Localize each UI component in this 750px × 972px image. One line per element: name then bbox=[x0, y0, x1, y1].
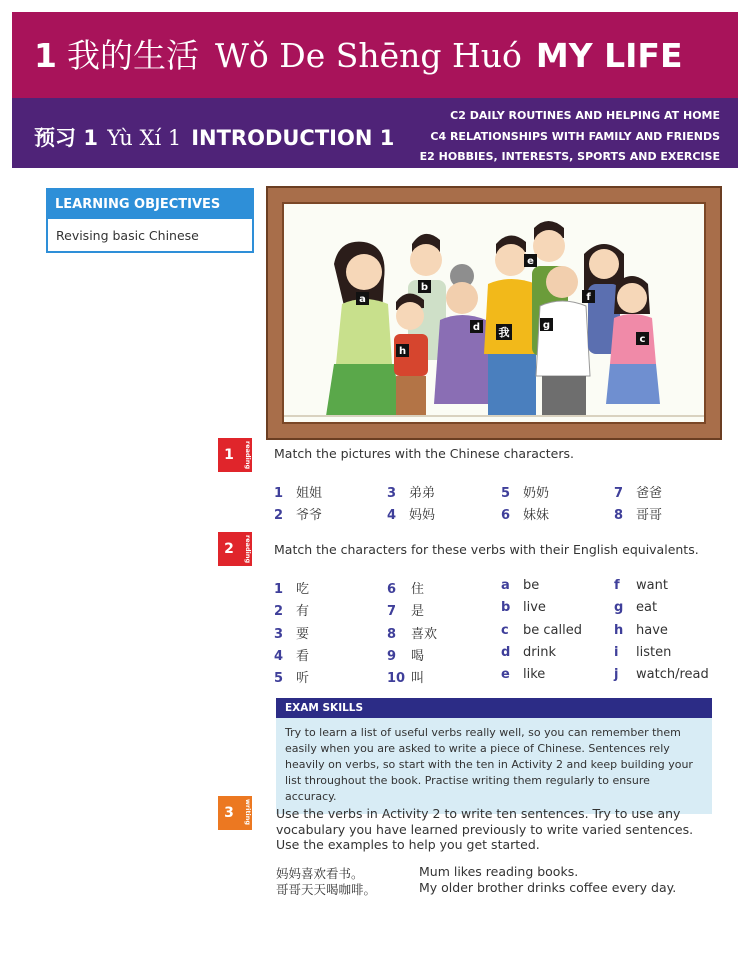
list-item: 8 哥哥 bbox=[614, 508, 663, 523]
list-item: 3 要 bbox=[274, 627, 310, 642]
list-item: d drink bbox=[501, 645, 556, 660]
chapter-title-pinyin: Wǒ De Shēng Huó bbox=[214, 36, 522, 75]
learning-objectives-box bbox=[46, 188, 254, 253]
list-item: 3 弟弟 bbox=[387, 486, 436, 501]
list-item: f want bbox=[614, 578, 668, 593]
section-title-english: INTRODUCTION 1 bbox=[191, 126, 395, 150]
family-drawing bbox=[284, 204, 704, 422]
list-item: 10 叫 bbox=[387, 671, 425, 686]
family-picture-frame bbox=[266, 186, 722, 440]
section-title bbox=[34, 122, 394, 152]
activity-2-badge bbox=[218, 532, 252, 566]
example-english: Mum likes reading books. bbox=[419, 864, 579, 879]
list-item: b live bbox=[501, 600, 546, 615]
topic-list bbox=[420, 106, 720, 168]
activity-1-number: 1 bbox=[224, 447, 234, 463]
chapter-number: 1 bbox=[34, 36, 57, 75]
activity-3-skill: writing bbox=[244, 799, 252, 826]
list-item: g eat bbox=[614, 600, 658, 615]
topic-item: C2 DAILY ROUTINES AND HELPING AT HOME bbox=[450, 109, 720, 122]
activity-1-skill: reading bbox=[244, 441, 252, 470]
list-item: e like bbox=[501, 667, 546, 682]
section-title-number: 1 bbox=[83, 126, 98, 150]
activity-2-instruction: Match the characters for these verbs with their English equivalents. bbox=[274, 542, 699, 557]
list-item: 6 妹妹 bbox=[501, 508, 550, 523]
activity-3-badge bbox=[218, 796, 252, 830]
list-item: 4 看 bbox=[274, 649, 310, 664]
picture-label-d: d bbox=[472, 322, 481, 333]
list-item: h have bbox=[614, 623, 668, 638]
list-item: 5 奶奶 bbox=[501, 486, 550, 501]
exam-skills-box bbox=[276, 698, 712, 814]
chapter-title-chinese: 我的生活 bbox=[66, 36, 199, 75]
activity-2-skill: reading bbox=[244, 535, 252, 564]
list-item: 6 住 bbox=[387, 582, 425, 597]
list-item: 2 爷爷 bbox=[274, 508, 323, 523]
picture-label-me: 我 bbox=[498, 326, 510, 339]
picture-label-e: e bbox=[527, 256, 534, 267]
section-title-chinese: 预习 bbox=[34, 126, 76, 150]
activity-3-instruction: Use the verbs in Activity 2 to write ten sentences. Try to use any vocabulary you have learned previously to write varied sentences. Use the examples to help you get started. bbox=[276, 806, 694, 852]
list-item: j watch/read bbox=[614, 667, 709, 682]
list-item: 4 妈妈 bbox=[387, 508, 436, 523]
example-english: My older brother drinks coffee every day. bbox=[419, 880, 677, 895]
topic-item: E2 HOBBIES, INTERESTS, SPORTS AND EXERCISE bbox=[419, 150, 720, 163]
list-item: 7 爸爸 bbox=[614, 486, 663, 501]
picture-label-h: h bbox=[398, 346, 407, 357]
family-illustration bbox=[282, 202, 706, 424]
list-item: 1 吃 bbox=[274, 582, 310, 597]
activity-2-number: 2 bbox=[224, 541, 234, 557]
example-chinese: 妈妈喜欢看书。 bbox=[276, 866, 364, 881]
list-item: 2 有 bbox=[274, 604, 310, 619]
list-item: 8 喜欢 bbox=[387, 627, 438, 642]
list-item: c be called bbox=[501, 623, 582, 638]
activity-1-badge bbox=[218, 438, 252, 472]
section-title-pinyin: Yù Xí 1 bbox=[107, 126, 182, 150]
list-item: 5 听 bbox=[274, 671, 310, 686]
exam-skills-heading: EXAM SKILLS bbox=[276, 698, 712, 718]
picture-label-c: c bbox=[639, 334, 646, 345]
chapter-title-english: MY LIFE bbox=[535, 36, 683, 75]
exam-skills-text: Try to learn a list of useful verbs really well, so you can remember them easily when you are asked to write a piece of Chinese. Sentences rely heavily on verbs, so start with the ten in Activity 2 and keep building your list throughout the book. Practise writing them regularly to ensure accuracy. bbox=[285, 726, 693, 803]
activity-1-instruction: Match the pictures with the Chinese characters. bbox=[274, 446, 574, 461]
topic-item: C4 RELATIONSHIPS WITH FAMILY AND FRIENDS bbox=[430, 129, 720, 143]
picture-label-b: b bbox=[420, 282, 429, 293]
picture-label-f: f bbox=[586, 292, 591, 303]
list-item: 9 喝 bbox=[387, 649, 425, 664]
picture-label-g: g bbox=[542, 320, 551, 331]
example-chinese: 哥哥天天喝咖啡。 bbox=[276, 882, 377, 897]
learning-objectives-heading: LEARNING OBJECTIVES bbox=[48, 190, 252, 219]
activity-3-number: 3 bbox=[224, 805, 234, 821]
list-item: i listen bbox=[614, 645, 672, 660]
person-a-figure bbox=[326, 242, 402, 416]
list-item: a be bbox=[501, 578, 540, 593]
list-item: 7 是 bbox=[387, 604, 425, 619]
picture-label-a: a bbox=[359, 294, 366, 305]
list-item: 1 姐姐 bbox=[274, 486, 323, 501]
learning-objectives-item: Revising basic Chinese bbox=[56, 228, 199, 243]
chapter-title bbox=[34, 30, 683, 77]
